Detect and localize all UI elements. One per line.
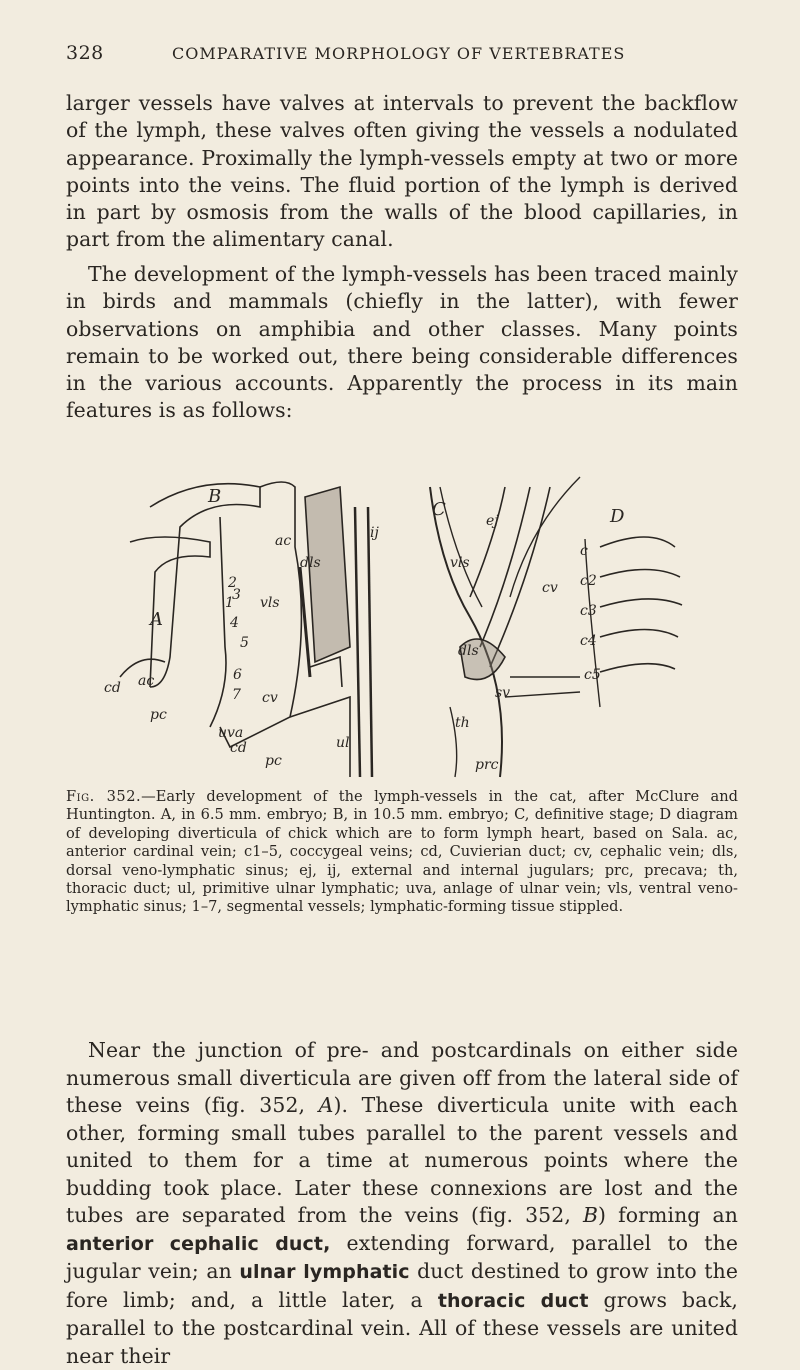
label-cd: cd (104, 680, 121, 696)
figure-id: Fig. 352. (66, 788, 142, 805)
label-n6: 6 (233, 667, 242, 683)
p3-fig-ref-b: B (582, 1203, 599, 1227)
label-cv-c: cv (542, 580, 558, 596)
label-ac-b: ac (275, 533, 292, 549)
label-ej: ej (486, 513, 499, 529)
figure-caption (66, 788, 738, 917)
label-dls-c: dls (458, 643, 479, 659)
label-n1: 1 (225, 595, 234, 611)
label-ul: ul (336, 735, 350, 751)
caption-text: —Early development of the lymph-vessels in the cat, after McClure and Huntington. A, in 6.5 mm. embryo; B, in 10.5 mm. embryo; C, definitive stage; D diagram of developing diverticula of chick which are to form lymph heart, based on Sala. ac, anterior cardinal vein; c1–5, coccygeal veins; cd, Cuvierian duct; cv, cephalic vein; dls, dorsal veno-lymphatic sinus; ej, ij, external and internal jugulars; prc, precava; th, thoracic duct; ul, primitive ulnar lymphatic; uva, anlage of ulnar vein; vls, ventral veno-lymphatic sinus; 1–7, segmental vessels; lymphatic-forming tissue stippled. (66, 788, 739, 916)
panel-label-c: C (432, 499, 446, 520)
label-pc-b: pc (265, 753, 282, 769)
label-ij: ij (370, 525, 379, 541)
paragraph-1: larger vessels have valves at intervals to prevent the backflow of the lymph, these valves often giving the vessels a nodulated appearance. Proximally the lymph-vessels empty at two or more points into the veins. The fluid portion of the lymph is derived in part by osmosis from the walls of the blood capillaries, in part from the alimentary canal. (66, 91, 738, 252)
label-vls-b: vls (260, 595, 280, 611)
label-ac: ac (138, 673, 155, 689)
label-th: th (455, 715, 470, 731)
p3-text-f: grows back, parallel to the postcardinal vein. All of these vessels are united near their (66, 1287, 739, 1368)
running-header (66, 42, 734, 72)
label-c1: c (580, 543, 588, 559)
vessel-outline-a (150, 484, 260, 687)
panel-label-a: A (150, 609, 163, 630)
label-c3: c3 (580, 603, 597, 619)
vessel-outline-c (430, 487, 502, 777)
p3-fig-ref-a: A (318, 1093, 334, 1117)
label-n5: 5 (240, 635, 249, 651)
label-dls-b: dls (300, 555, 321, 571)
p3-text-c: ) forming an (598, 1203, 738, 1227)
running-title: COMPARATIVE MORPHOLOGY OF VERTEBRATES (172, 44, 626, 63)
paragraph-2: The development of the lymph-vessels has been traced mainly in birds and mammals (chiefly in the latter), with fewer observations on amphibia and other classes. Many points remain to be worked out, there being considerable differences in the various accounts. Apparently the process in its main features is as follows: (66, 262, 738, 423)
p3-text-d: extending forward, parallel to the jugular vein; an (66, 1230, 738, 1283)
label-c4: c4 (580, 633, 597, 649)
p3-text-a: Near the junction of pre- and postcardinals on either side numerous small diverticula are given off from the lateral side of these veins (fig. 352, (66, 1038, 738, 1117)
figure-352-drawing (104, 447, 710, 777)
label-cv-b: cv (262, 690, 278, 706)
label-c5: c5 (584, 667, 601, 683)
label-vls-c: vls (450, 555, 470, 571)
label-n7: 7 (232, 687, 241, 703)
label-pc: pc (150, 707, 167, 723)
p3-text-e: duct destined to grow into the fore limb; and, a little later, a (66, 1259, 738, 1312)
label-n3: 3 (232, 587, 241, 603)
label-sv: sv (495, 685, 511, 701)
figure-352 (104, 447, 710, 777)
label-cd-b: cd (230, 740, 247, 756)
term-anterior-cephalic-duct: anterior cephalic duct, (66, 1232, 331, 1255)
page-number: 328 (66, 42, 104, 64)
label-c2: c2 (580, 573, 597, 589)
term-ulnar-lymphatic: ulnar lymphatic (239, 1261, 410, 1283)
paragraph-3 (66, 1037, 738, 1370)
stippled-tissue-b (305, 487, 350, 662)
label-uva: uva (218, 725, 244, 741)
label-prc: prc (475, 757, 499, 773)
label-n4: 4 (230, 615, 239, 631)
label-n2: 2 (228, 575, 237, 591)
p3-text-b: ). These diverticula unite with each other, forming small tubes parallel to the parent vessels and united to them for a time at numerous points where the budding took place. Later these connexions are lost and the tubes are separated from the veins (fig. 352, (66, 1093, 738, 1227)
panel-label-b: B (208, 486, 222, 507)
panel-label-d: D (610, 506, 625, 527)
term-thoracic-duct: thoracic duct (437, 1289, 589, 1312)
